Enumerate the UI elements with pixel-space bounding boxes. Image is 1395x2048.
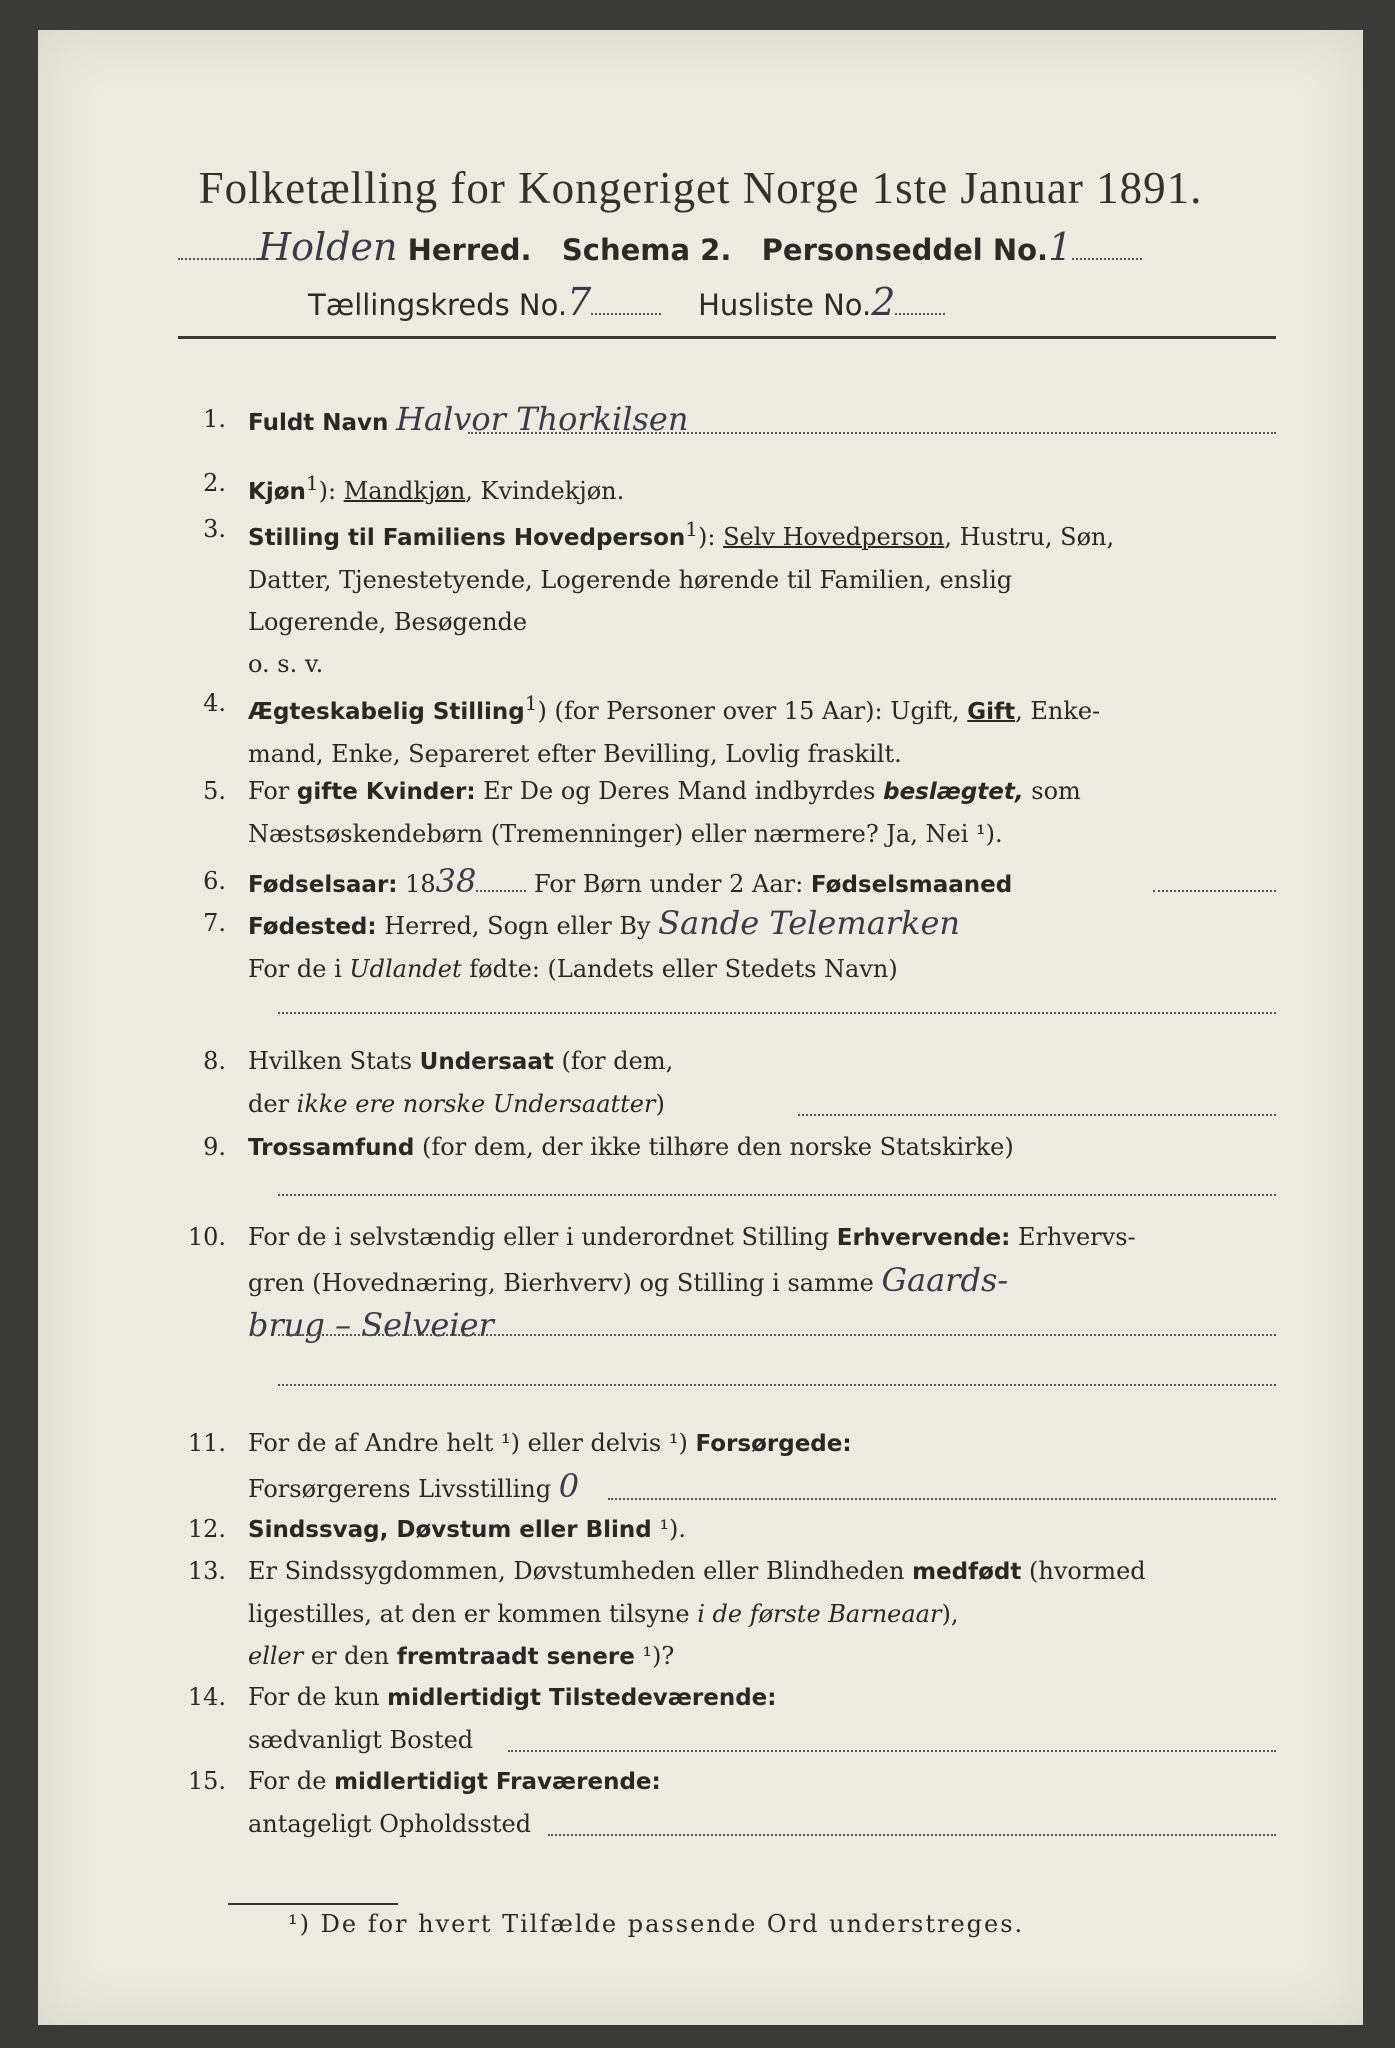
- footnote-rule: [228, 1903, 398, 1905]
- footnote: ¹) De for hvert Tilfælde passende Ord understreges.: [288, 1910, 1025, 1938]
- header-line-1: [178, 225, 1142, 269]
- taellingskreds-value: 7: [567, 280, 592, 324]
- schema-label: Schema 2.: [561, 233, 732, 267]
- husliste-value: 2: [871, 280, 896, 324]
- taellingskreds-label: Tællingskreds No.: [308, 288, 568, 322]
- occupation-answer-2: brug – Selveier: [248, 1306, 494, 1344]
- form-title: Folketælling for Kongeriget Norge 1ste Januar 1891.: [198, 163, 1203, 213]
- husliste-label: Husliste No.: [698, 288, 872, 322]
- herred-value: Holden: [258, 225, 398, 269]
- census-form: Folketælling for Kongeriget Norge 1ste Januar 1891. Holden Herred. Schema 2. Personseddel No.1 Tællingskreds No.7 Husliste No.2 1. Fuldt Navn Halvor Thorkilsen 2. Kjøn$^1$): Mandkjøn, Kvindekjøn. 3. Stilling til Familiens Hovedperson$^1$): Selv Hovedperson, Hustru, Søn, Datter, Tjenestetyende, Logerende hørende til Familien, enslig Logerende, Besøgende o. s. v. 4. Ægteskabelig Stilling$^1$) (for Personer over 15 Aar): Ugift, Gift, Enke- mand, Enke, Separeret efter Bevilling, Lovlig fraskilt. 5. For gifte Kvinder: Er De og Deres Mand indbyrdes beslægtet, som Næstsøskendebørn (Tremenninger) eller nærmere? Ja, Nei ¹). 6. Fødselsaar: 1838 For Børn under 2 Aar: Fødselsmaaned 7. Fødested: Herred, Sogn eller By Sande Telemarken For de i Udlandet fødte: (Landets eller Stedets Navn) 8. Hvilken Stats Undersaat (for dem, der ikke ere norske Undersaatter) 9. Trossamfund (for dem, der ikke tilhøre den norske Statskirke) 10. For de i selvstændig eller i underordnet Stilling Erhvervende: Erhvervs- gren (Hovednæring, Bierhverv) og Stilling i samme Gaards- brug – Selveier 11. For de af Andre helt ¹) eller delvis ¹) Forsørgede: Forsørgerens Livsstilling 0 12. Sindssvag, Døvstum eller Blind ¹). 13. Er Sindssygdommen, Døvstumheden eller Blindheden medfødt (hvormed ligestilles, at den er kommen tilsyne i de første Barneaar), eller er den fremtraadt senere ¹)? 14. For de kun midlertidigt Tilstedeværende: sædvanligt Bosted 15. For de midlertidigt Fraværende: antageligt Opholdssted ¹) De for hvert Tilfælde passende Ord understreges.: [38, 30, 1363, 2025]
- occupation-answer-1: Gaards-: [881, 1261, 1009, 1299]
- sex-selected: Mandkjøn: [343, 477, 466, 505]
- header-rule: [178, 336, 1276, 339]
- full-name-answer: Halvor Thorkilsen: [396, 400, 689, 438]
- header-line-2: [308, 280, 945, 324]
- personseddel-label: Personseddel No.: [761, 233, 1049, 267]
- personseddel-value: 1: [1048, 225, 1073, 269]
- birthplace-answer: Sande Telemarken: [658, 904, 960, 942]
- herred-label: Herred.: [407, 233, 532, 267]
- birth-year-answer: 38: [435, 862, 477, 900]
- marital-selected: Gift: [967, 699, 1016, 725]
- provider-answer: 0: [558, 1467, 580, 1505]
- position-selected: Selv Hovedperson: [723, 523, 945, 551]
